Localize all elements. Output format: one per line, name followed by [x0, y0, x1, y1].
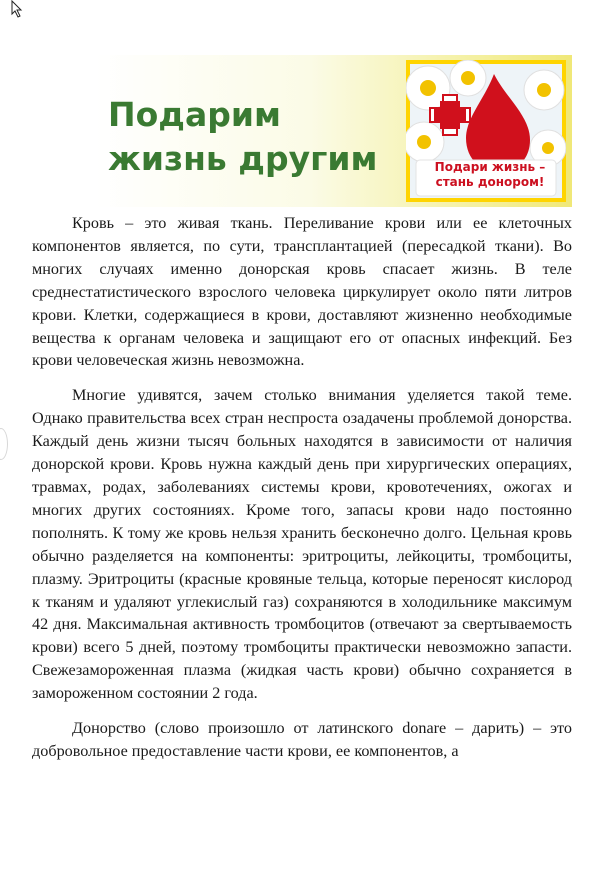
donor-illustration	[406, 60, 566, 202]
paragraph: Донорство (слово произошло от латинского donare – дарить) – это добровольное предоставление части крови, ее компонентов, а	[32, 719, 572, 760]
donor-banner	[96, 55, 572, 207]
donor-slogan-line-1: Подари жизнь –	[434, 160, 546, 174]
page-edge-marker	[0, 428, 8, 460]
banner-title-line-2: жизнь другим	[108, 139, 378, 178]
paragraph: Кровь – это живая ткань. Переливание крови или ее клеточных компонентов является, по сути, трансплантацией (пересадкой ткани). Во многих случаях именно донорская кровь спасает жизнь. В теле среднестатистического взрослого человека циркулирует около пяти литров крови. Клетки, содержащиеся в крови, доставляют жизненно необходимые вещества к органам человека и защищают его от опасных инфекций. Без крови человеческая жизнь невозможна.	[32, 214, 572, 370]
paragraph: Многие удивятся, зачем столько внимания уделяется такой теме. Однако правительства всех стран неспроста озадачены проблемой донорства. Каждый день жизни тысяч больных находятся в зависимости от наличия донорской крови. Кровь нужна каждый день при хирургических операциях, травмах, родах, заболеваниях системы крови, кровотечениях, ожогах и многих других состояниях. Кроме того, запасы крови надо постоянно пополнять. К тому же кровь нельзя хранить бесконечно долго. Цельная кровь обычно разделяется на компоненты: эритроциты, лейкоциты, тромбоциты, плазму. Эритроциты (красные кровяные тельца, которые переносят кислород к тканям и удаляют углекислый газ) сохраняются в холодильнике максимум 42 дня. Максимальная активность тромбоцитов (отвечают за свертываемость крови) всего 5 дней, поэтому тромбоциты практически невозможно запасти. Свежезамороженная плазма (жидкая часть крови) обычно сохраняется в замороженном состоянии 2 года.	[32, 386, 572, 703]
banner-title	[108, 93, 377, 181]
donor-slogan-line-2: стань донором!	[435, 175, 545, 189]
donor-slogan	[420, 160, 560, 200]
pointer-cursor-icon	[10, 0, 24, 18]
banner-title-line-1: Подарим	[108, 95, 281, 134]
article-body	[32, 212, 572, 775]
